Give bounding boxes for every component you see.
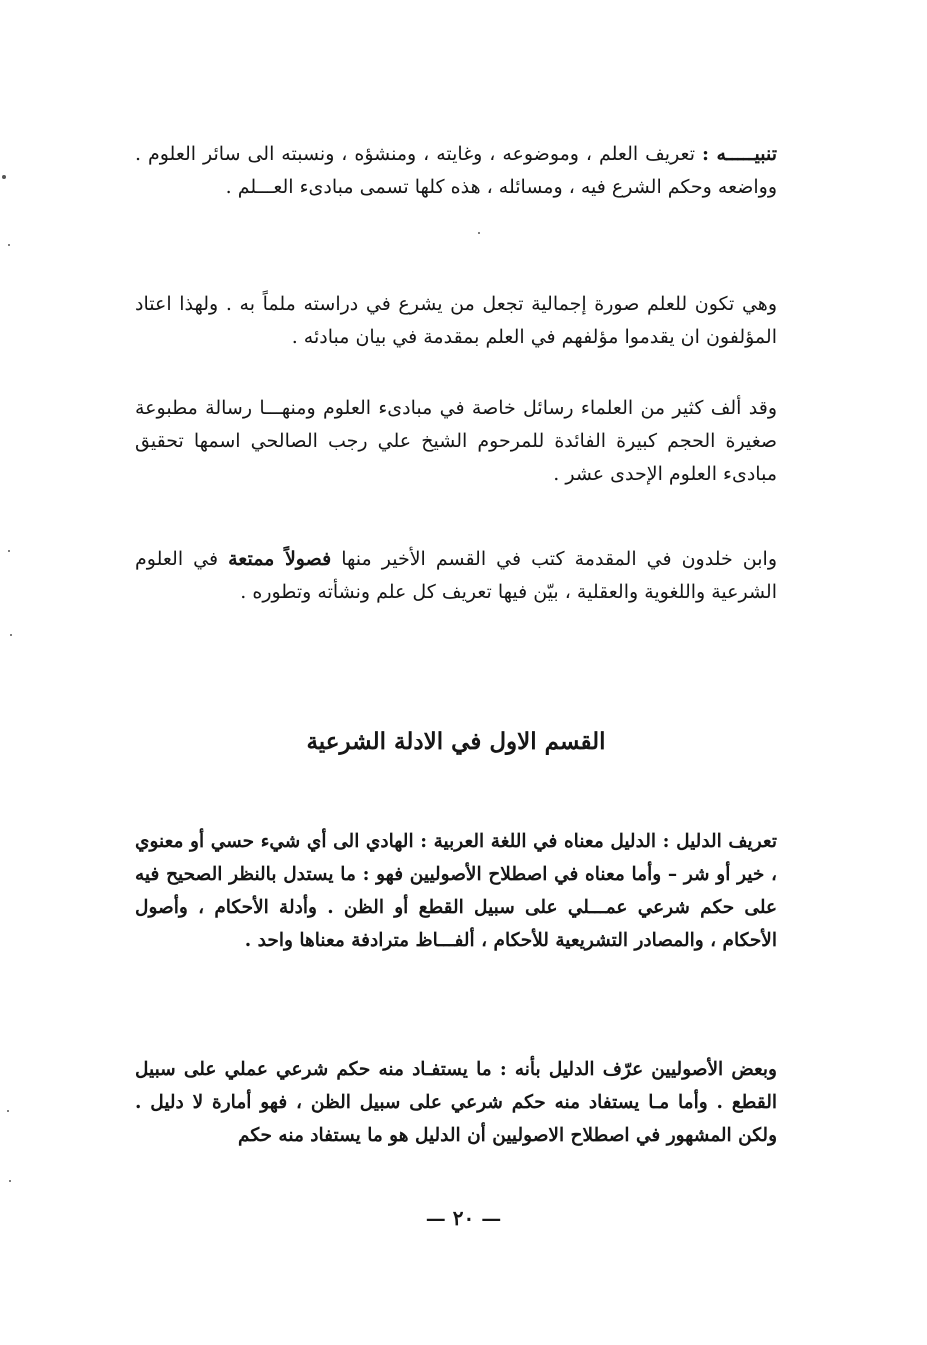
scan-speck [10, 634, 12, 636]
note-text: تعريف العلم ، وموضوعه ، وغايته ، ومنشؤه ، ونسبته الى سائر العلوم . وواضعه وحكم الشرع فيه ، ومسائله ، هذه كلها تسمى مبادىء العـــلم . [135, 143, 777, 198]
ibn-khaldun-text-start: وابن خلدون في المقدمة كتب في القسم الأخير منها [331, 548, 777, 570]
definition-text: الدليل معناه في اللغة العربية : الهادي الى أي شيء حسي أو معنوي ، خير أو شر – وأما معناه في اصطلاح الأصوليين فهو : ما يستدل بالنظر الصحيح فيه على حكم شرعي عمـــلي على سبيل القطع أو الظن . وأدلة الأحكام ، وأصول الأحكام ، والمصادر التشريعية للأحكام ، ألفـــاظ مترادفة معناها واحد . [135, 831, 777, 951]
paragraph-treatises: وقد ألف كثير من العلماء رسائل خاصة في مبادىء العلوم ومنهـــا رسالة مطبوعة صغيرة الحجم كبيرة الفائدة للمرحوم الشيخ علي رجب الصالحي اسمها تحقيق مبادىء العلوم الإحدى عشر . [135, 397, 777, 485]
paragraph-ibn-khaldun [135, 543, 777, 609]
paragraph-note [135, 138, 777, 204]
scan-speck [2, 175, 6, 179]
paragraph-overview: وهي تكون للعلم صورة إجمالية تجعل من يشرع في دراسته ملماً به . ولهذا اعتاد المؤلفون ان يقدموا مؤلفهم في العلم بمقدمة في بيان مبادئه . [135, 293, 777, 348]
paragraph-usuliyyin: وبعض الأصوليين عرّف الدليل بأنه : ما يستفـاد منه حكم شرعي عملي على سبيل القطع . وأما مـا يستفاد منه حكم شرعي على سبيل الظن ، فهو أمارة لا دليل . ولكن المشهور في اصطلاح الاصوليين أن الدليل هو ما يستفاد منه حكم [135, 1059, 777, 1146]
ibn-khaldun-text-end: في العلوم الشرعية واللغوية والعقلية ، بيّن فيها تعريف كل علم ونشأته وتطوره . [135, 548, 777, 603]
scan-speck [8, 244, 10, 246]
section-heading: القسم الاول في الادلة الشرعية [306, 728, 606, 755]
paragraph-definition [135, 825, 777, 957]
page-number: — ٢٠ — [425, 1206, 502, 1230]
scan-speck [8, 550, 10, 552]
scan-speck [7, 1110, 9, 1112]
ibn-khaldun-bold-phrase: فصولاً ممتعة [228, 548, 332, 570]
scan-speck [478, 232, 480, 234]
scan-speck [9, 1180, 11, 1182]
definition-lead: تعريف الدليل : [662, 831, 777, 852]
note-lead: تنبيـــــه : [701, 143, 777, 165]
